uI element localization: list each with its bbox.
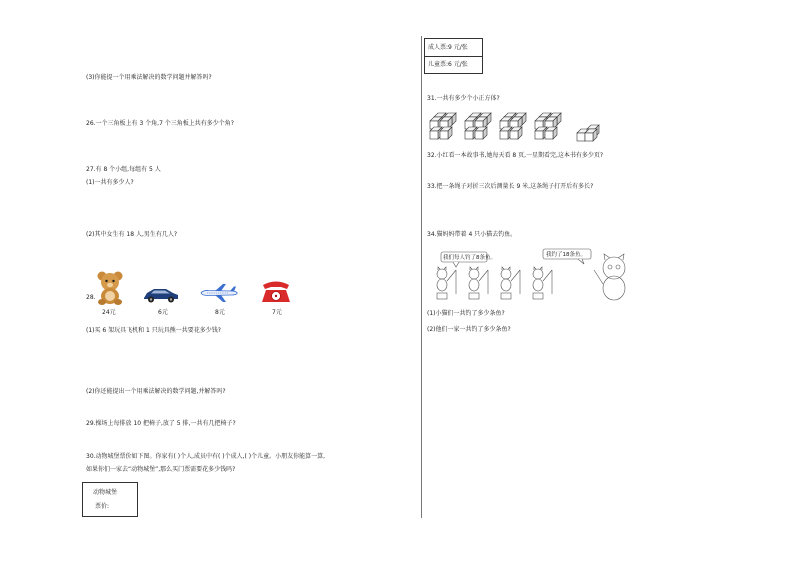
toy-plane-icon [199,283,239,303]
teddy-bear-price: 24元 [102,309,116,316]
question-27-sub1: (1)一共有多少人? [86,179,134,186]
cubes-icon [430,111,610,143]
question-30-line2: 如果你们一家去“动物城堡”,那么买门票需要花多少钱吗? [86,466,236,473]
question-32: 32.小红看一本故事书,她每天看 8 页,一星期看完,这本书有多少页? [427,152,604,159]
zoo-title: 动物城堡 [93,489,118,496]
toy-phone-icon [260,280,292,304]
question-30-line1: 30.动物城堡票价如下图。你家有( )个人,成员中有( )个成人,( )个儿童。小朋友你能算一算, [86,453,326,460]
toy-car-icon [142,286,180,304]
toy-car-price: 6元 [158,309,168,316]
mother-speech-bubble: 我钓了18条鱼。 [546,252,586,258]
ticket-adult: 成人票:9 元/张 [428,44,468,51]
question-34-sub1: (1)小猫们一共钓了多少条鱼? [427,310,505,317]
column-divider [421,36,422,518]
question-34-sub2: (2)他们一家一共钓了多少条鱼? [427,326,511,333]
teddy-bear-icon [96,271,124,305]
ticket-child: 儿童票:6 元/张 [428,61,468,68]
question-26: 26.一个三角板上有 3 个角,7 个三角板上共有多少个角? [86,120,234,127]
question-29: 29.操场上每排放 10 把椅子,放了 5 排,一共有几把椅子? [86,420,236,427]
question-27: 27.有 8 个小组,每组有 5 人 [86,166,161,173]
question-28-number: 28. [86,294,96,301]
question-33: 33.把一条绳子对折三次后测量长 9 米,这条绳子打开后有多长? [427,183,594,190]
question-34: 34.猫妈妈带着 4 只小猫去钓鱼。 [427,231,517,238]
question-28-sub1: (1)买 6 架玩具飞机和 1 只玩具熊一共要花多少钱? [86,327,221,334]
zoo-price-label: 票价: [95,503,110,510]
ticket-price-box [424,38,483,74]
kittens-speech-bubble: 我们每人钓了8条鱼。 [443,255,496,261]
toy-plane-price: 8元 [215,309,225,316]
question-27-sub2: (2)其中女生有 18 人,男生有几人? [86,231,178,238]
question-prev-sub3: (3)你能提一个用乘法解决的数学问题并解答吗? [86,74,212,81]
zoo-ticket-box [82,482,138,517]
question-28-sub2: (2)你还能提出一个用乘法解决的数学问题,并解答吗? [86,388,226,395]
question-31: 31.一共有多少个小正方体? [427,95,500,102]
toy-phone-price: 7元 [272,309,282,316]
